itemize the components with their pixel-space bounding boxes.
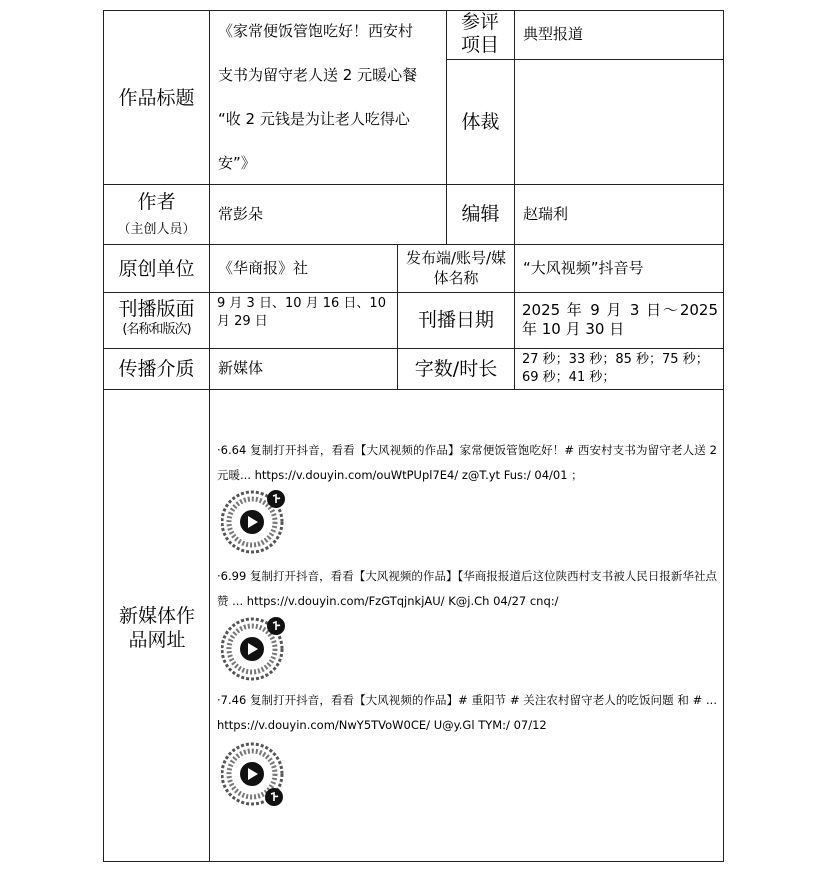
title-value xyxy=(218,20,440,174)
douyin-qr-icon[interactable] xyxy=(221,741,287,807)
label-layout-block xyxy=(104,297,209,339)
title-line-2: 支书为留守老人送 2 元暖心餐 xyxy=(218,66,418,84)
link-item-3[interactable]: ·7.46 复制打开抖音，看看【大风视频的作品】# 重阳节 # 关注农村留守老人的吃饭问题 和 # ... https://v.douyin.com/NwY5TVoW0CE/ U@y.Gl TYM:/ 07/12 xyxy=(217,693,717,732)
label-author: 作者 xyxy=(137,191,176,213)
label-medium: 传播介质 xyxy=(118,358,195,380)
label-author-block xyxy=(104,190,209,237)
label-date: 刊播日期 xyxy=(417,309,494,331)
layout-value: 9 月 3 日、10 月 16 日、10 月 29 日 xyxy=(217,296,386,329)
medium-value: 新媒体 xyxy=(218,359,264,377)
date-value: 2025 年 9 月 3 日～2025 年 10 月 30 日 xyxy=(522,301,718,338)
label-urls: 新媒体作品网址 xyxy=(118,605,195,651)
award-item-value: 典型报道 xyxy=(523,25,584,43)
org-value: 《华商报》社 xyxy=(218,259,309,277)
title-line-4: 安”》 xyxy=(218,154,256,172)
douyin-qr-icon[interactable] xyxy=(221,489,287,555)
label-org: 原创单位 xyxy=(118,258,195,280)
label-award-item: 参评项目 xyxy=(460,11,499,56)
editor-value: 赵瑞利 xyxy=(523,205,569,223)
label-platform: 发布端/账号/媒体名称 xyxy=(405,249,507,287)
title-line-1: 《家常便饭管饱吃好！西安村 xyxy=(218,22,414,40)
link-item-2[interactable]: ·6.99 复制打开抖音，看看【大风视频的作品】【华商报报道后这位陕西村支书被人民日报新华社点赞 ... https://v.douyin.com/FzGTqjnkjAU/ K@j.Ch 04/27 cnq:/ xyxy=(217,569,717,608)
label-author-sub: （主创人员） xyxy=(117,222,196,237)
length-value: 27 秒；33 秒；85 秒；75 秒；69 秒；41 秒； xyxy=(522,352,709,385)
label-length: 字数/时长 xyxy=(414,358,498,380)
link-item-1[interactable]: ·6.64 复制打开抖音，看看【大风视频的作品】家常便饭管饱吃好！# 西安村支书为留守老人送 2 元暖... https://v.douyin.com/ouWtPUpl7E4/ z@T.yt Fus:/ 04/01 ； xyxy=(217,443,717,482)
label-layout-sub: (名称和版次) xyxy=(122,322,191,337)
douyin-qr-icon[interactable] xyxy=(221,616,287,682)
label-layout: 刊播版面 xyxy=(118,298,195,320)
label-editor: 编辑 xyxy=(461,203,500,225)
title-line-3: “收 2 元钱是为让老人吃得心 xyxy=(218,110,410,128)
author-value: 常彭朵 xyxy=(218,205,264,223)
platform-value: “大风视频”抖音号 xyxy=(523,259,644,277)
label-title: 作品标题 xyxy=(118,87,195,109)
label-genre: 体裁 xyxy=(461,111,500,133)
